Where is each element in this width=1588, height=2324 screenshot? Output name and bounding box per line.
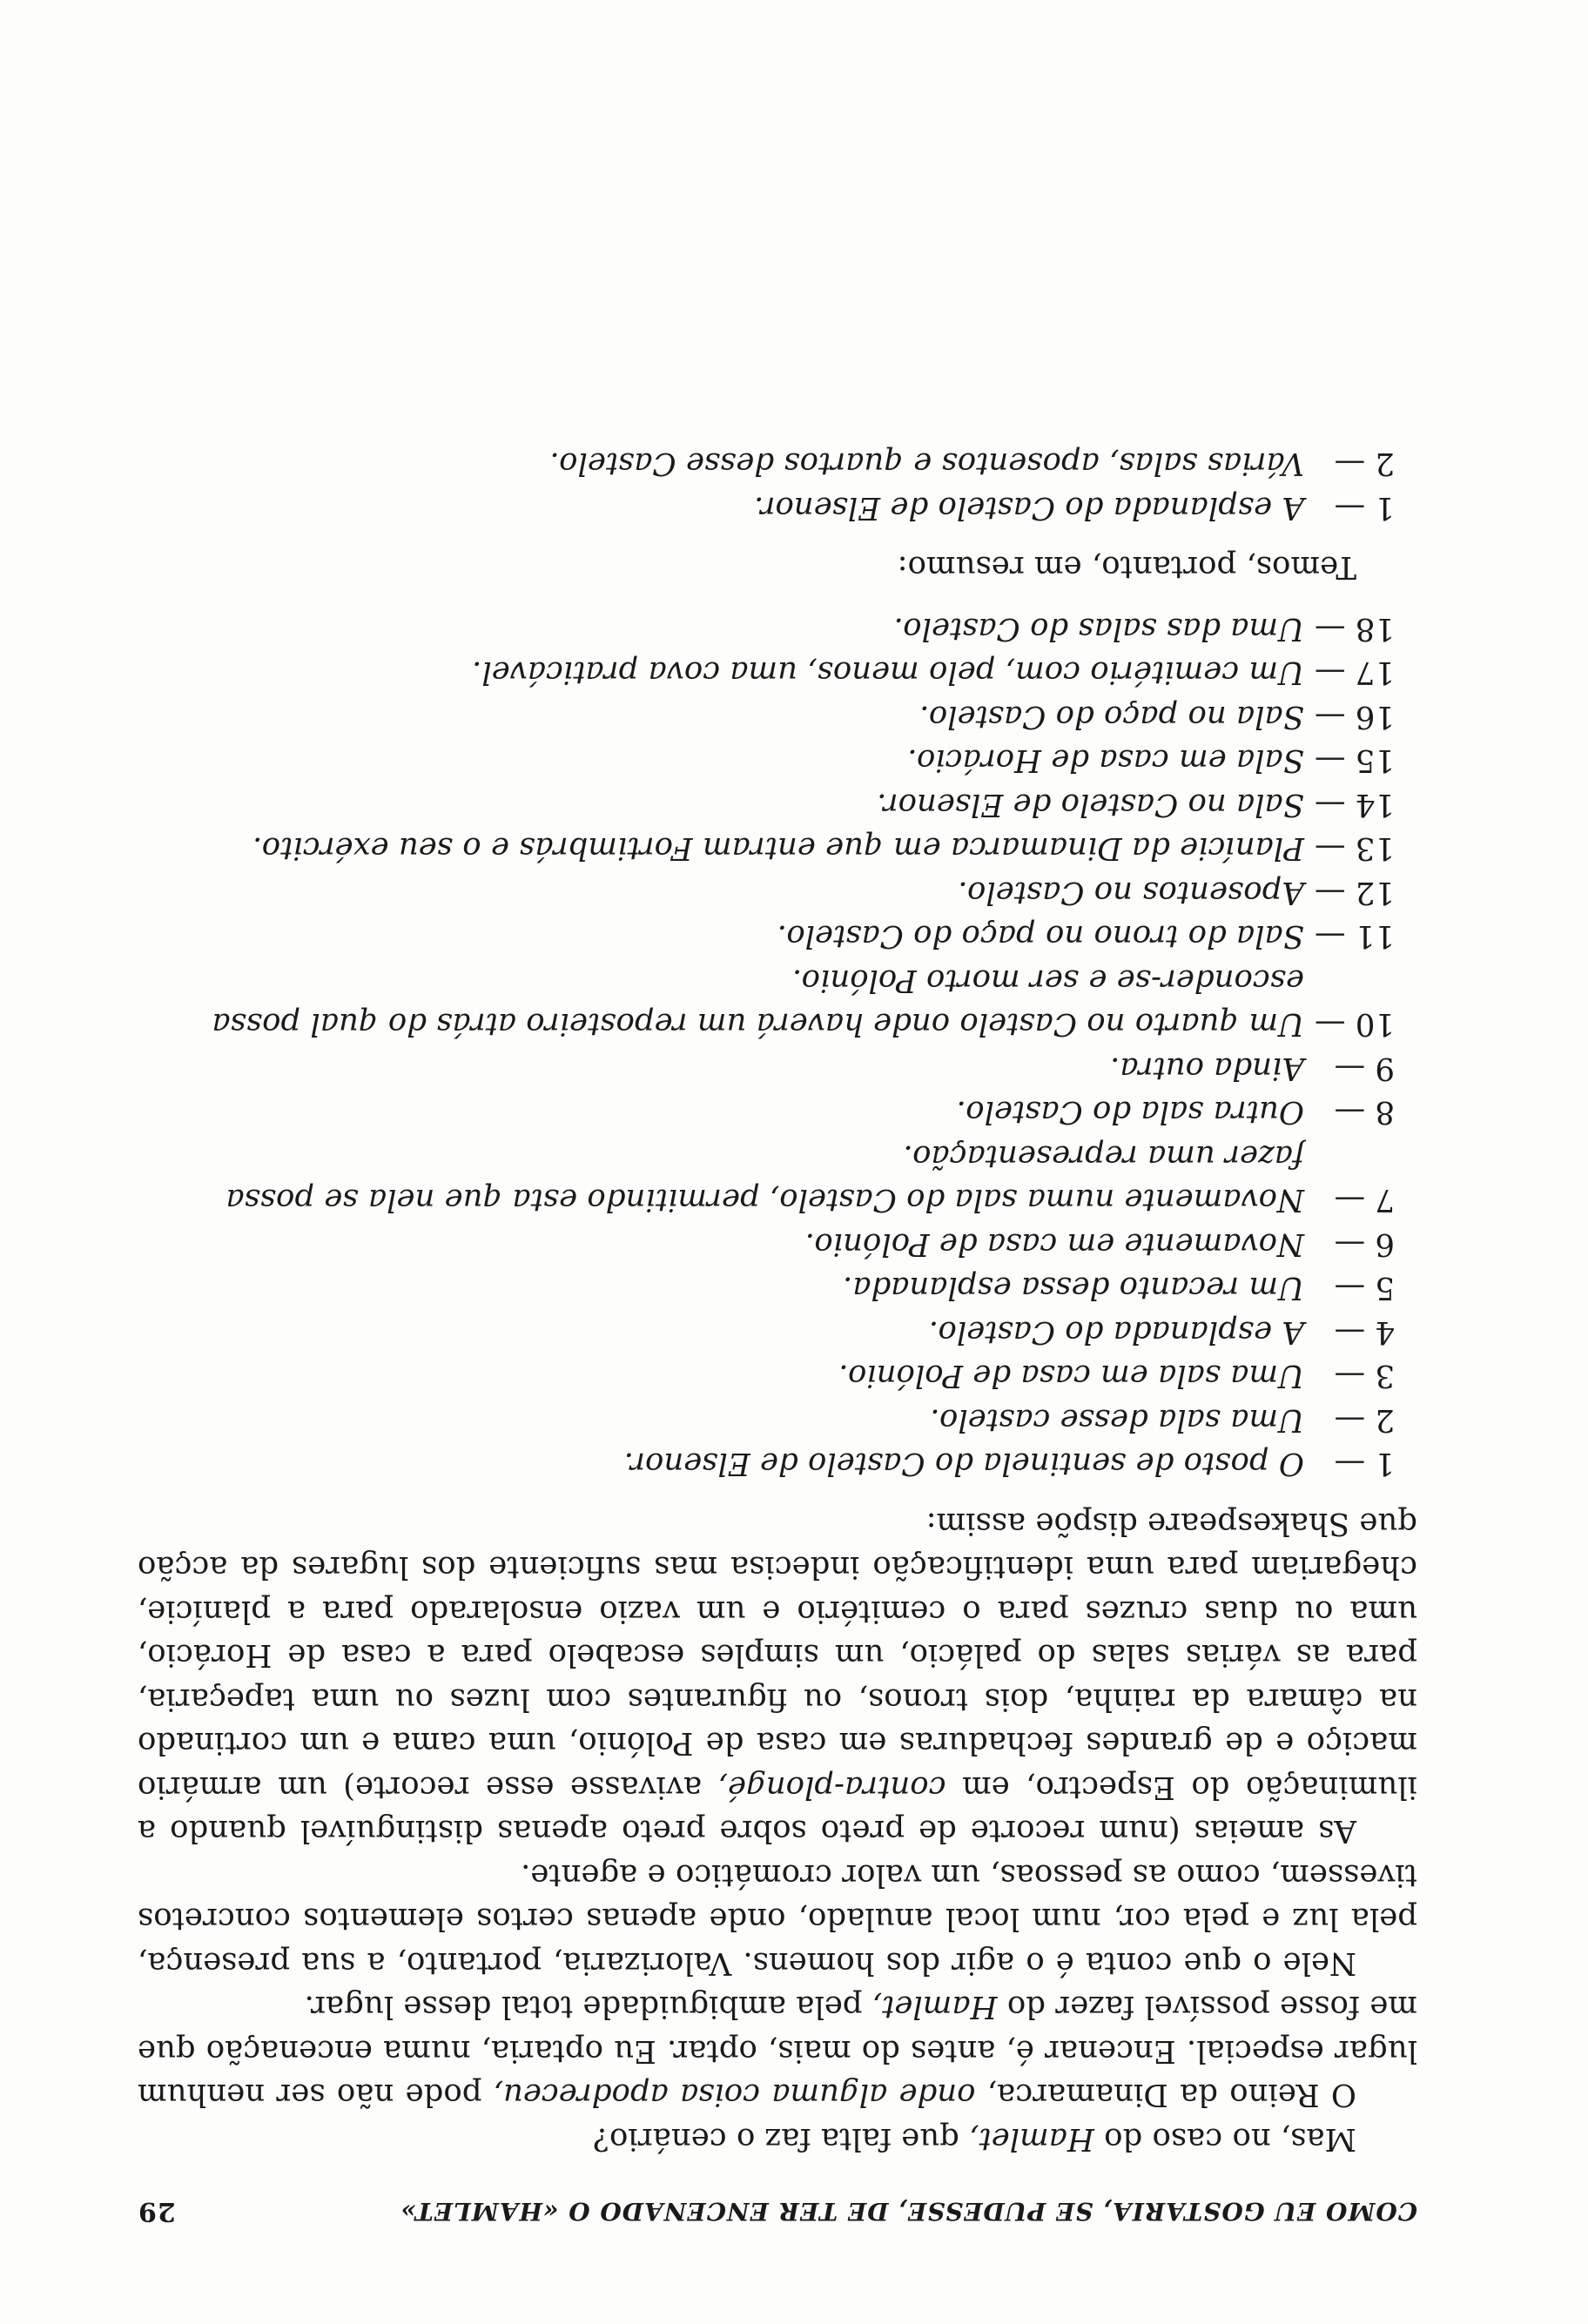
list-item: 13 — Planície da Dinamarca em que entram Fortimbrás e o seu exército. [252,830,1395,867]
list-item: 1 — A esplanada do Castelo de Elsenor. [754,490,1395,526]
list-item: 5 — Um recanto dessa esplanada. [843,1270,1395,1306]
running-head-title: COMO EU GOSTARIA, SE PUDESSE, DE TER ENCENADO O «HAMLET» [400,2197,1417,2226]
list-item: 10 — Um quarto no Castelo onde haverá um reposteiro atrás do qual possa esconder-se e ser morto Polónio. [212,963,1395,1043]
list-item: 12 — Aposentos no Castelo. [958,875,1395,910]
list-item: 9 — Ainda outra. [1110,1051,1395,1086]
paragraph-2: O Reino da Dinamarca, onde alguma coisa apodreceu, pode não ser nenhum lugar especial. Encenar é, antes do mais, optar. Eu optaria, numa encenação que me fosse possível fazer do Hamlet, pela ambiguidade total desse lugar. [138,1989,1417,2113]
running-head [138,2196,1417,2227]
list-item: 6 — Novamente em casa de Polónio. [804,1226,1395,1262]
list-item: 2 — Uma sala desse castelo. [930,1402,1395,1438]
list-item: 7 — Novamente numa sala do Castelo, permitindo esta que nela se possa fazer uma representação. [225,1138,1395,1219]
list-item: 1 — O posto de sentinela do Castelo de Elsenor. [623,1446,1395,1482]
list-item: 15 — Sala em casa de Horácio. [907,742,1395,779]
summary-intro: Temos, portanto, em resumo: [897,549,1356,586]
page-number: 29 [138,2196,176,2227]
paragraph-4: As ameias (num recorte de preto sobre preto apenas distinguível quando a iluminação do Espectro, em contra-plongé, avivasse esse recorte) um armário maciço e de grandes fechaduras em casa de Polónio, uma cama e um cortinado na câmara da rainha, dois tronos, ou figurantes com luzes ou uma tapeçaria, para as várias salas do palácio, um simples escabelo para a casa de Horácio, uma ou duas cruzes para o cemitério e um vazio ensolarado para a planície, chegariam para uma identificação indecisa mas suficiente dos lugares da acção que Shakespeare dispõe assim: [138,1506,1417,1850]
scene-list [138,607,1417,1486]
paragraph-1: Mas, no caso do Hamlet, que falta faz o cenário? [593,2121,1356,2157]
list-item: 11 — Sala do trono no paço do Castelo. [777,918,1395,955]
list-item: 16 — Sala no paço do Castelo. [919,699,1395,735]
list-item: 3 — Uma sala em casa de Polónio. [838,1358,1395,1394]
list-item: 8 — Outra sala do Castelo. [956,1094,1395,1131]
list-item: 17 — Um cemitério com, pelo menos, uma cova praticável. [472,655,1395,691]
list-item: 4 — A esplanada do Castelo. [928,1314,1395,1350]
list-item: 14 — Sala no Castelo de Elsenor. [877,787,1395,823]
list-item: 2 — Várias salas, aposentos e quartos desse Castelo. [549,446,1395,482]
paragraph-3: Nele o que conta é o agir dos homens. Valorizaria, portanto, a sua presença, pela luz e pela cor, num local anulado, onde apenas certos elementos concretos tivessem, como as pessoas, um valor cromático e agente. [138,1857,1417,1981]
summary-list [138,441,1417,529]
list-item: 18 — Uma das salas do Castelo. [893,611,1395,647]
body-text [138,441,1417,2160]
